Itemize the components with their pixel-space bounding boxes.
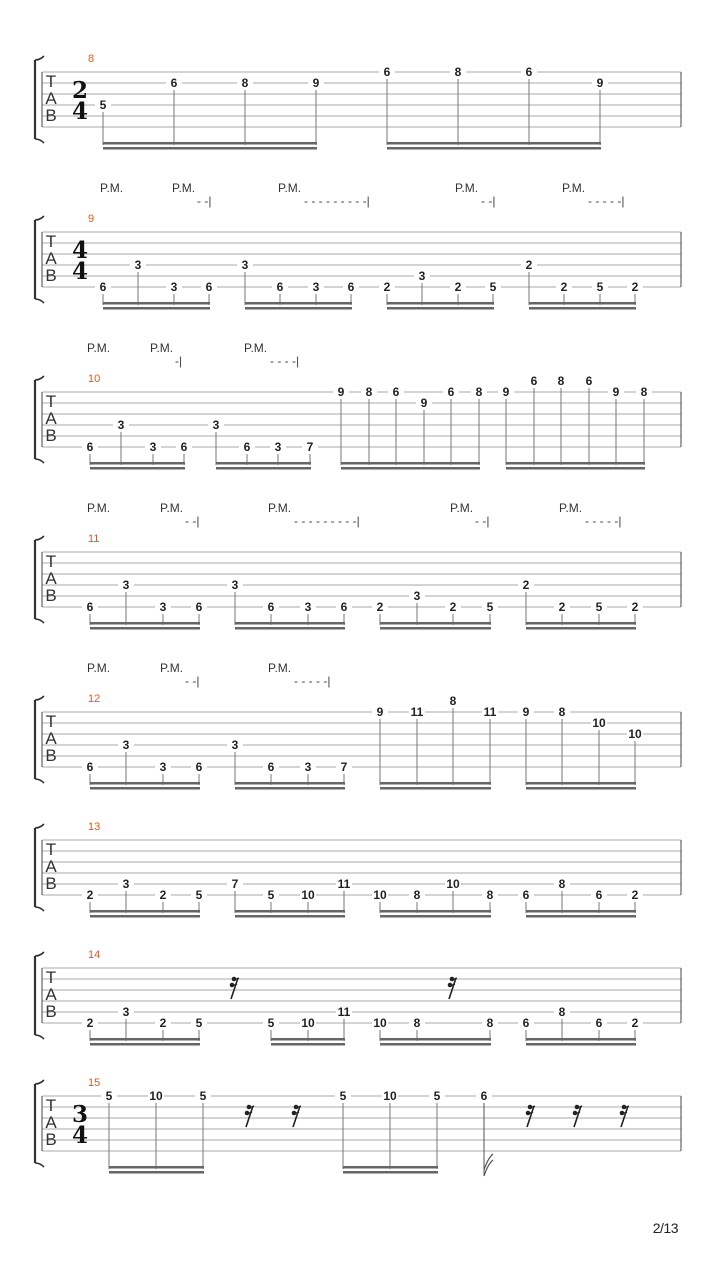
palm-mute-extension: - - - - -| [294,674,331,688]
fret-number: 5 [486,600,494,614]
fret-number: 6 [99,280,107,294]
bracket-top-hook [35,536,44,540]
fret-number: 6 [195,760,203,774]
fret-number: 5 [199,1089,207,1103]
measure-number: 9 [88,213,95,225]
beam-primary [90,462,185,465]
fret-number: 10 [383,1089,397,1103]
fret-number: 3 [312,280,320,294]
tab-clef-letter: B [45,874,57,893]
fret-number: 3 [122,578,130,592]
fret-number: 6 [86,440,94,454]
fret-number: 3 [212,418,220,432]
fret-number: 2 [159,888,167,902]
fret-number: 5 [433,1089,441,1103]
fret-number: 6 [340,600,348,614]
fret-number: 11 [410,705,424,719]
fret-number: 6 [525,65,533,79]
fret-number: 3 [413,589,421,603]
fret-number: 3 [149,440,157,454]
fret-number: 3 [231,578,239,592]
beam-secondary [526,787,636,790]
note-flag [484,1160,493,1176]
beam-secondary [380,627,491,630]
fret-number: 3 [418,269,426,283]
beam-primary [526,622,636,625]
fret-number: 6 [267,600,275,614]
bracket-top-hook [35,952,44,956]
palm-mute-label: P.M. [450,501,474,515]
fret-number: 3 [134,258,142,272]
time-signature-numerator: 2 [71,77,89,104]
beam-secondary [90,1043,200,1046]
tab-clef-letter: B [45,746,57,765]
fret-number: 3 [122,738,130,752]
fret-number: 5 [339,1089,347,1103]
palm-mute-label: P.M. [562,181,586,195]
beam-secondary [506,467,645,470]
fret-number: 6 [447,385,455,399]
palm-mute-label: P.M. [160,501,184,515]
beam-primary [103,302,210,305]
fret-number: 7 [340,760,348,774]
tab-clef-letter: B [45,586,57,605]
beam-secondary [90,915,200,918]
palm-mute-extension: - - - - -| [585,514,622,528]
bracket-bottom-hook [35,1035,44,1039]
beam-primary [380,622,491,625]
tab-clef-letter: A [45,985,57,1004]
fret-number: 6 [267,760,275,774]
fret-number: 3 [304,760,312,774]
beam-secondary [526,1043,636,1046]
tab-clef-letter: A [45,729,57,748]
bracket-top-hook [35,216,44,220]
time-signature-numerator: 3 [71,1101,89,1128]
bracket-bottom-hook [35,299,44,303]
fret-number: 6 [170,76,178,90]
fret-number: 5 [105,1089,113,1103]
palm-mute-extension: - -| [481,194,496,208]
tab-clef-letter: T [45,840,57,859]
beam-secondary [529,307,636,310]
beam-secondary [387,307,494,310]
tab-clef-letter: B [45,1130,57,1149]
measure-number: 14 [88,949,101,961]
beam-secondary [526,627,636,630]
fret-number: 8 [486,888,494,902]
beam-secondary [103,147,317,150]
bracket-bottom-hook [35,619,44,623]
fret-number: 2 [560,280,568,294]
palm-mute-label: P.M. [268,501,292,515]
palm-mute-extension: - -| [185,674,200,688]
palm-mute-extension: - - - -| [270,354,300,368]
bracket-bottom-hook [35,139,44,143]
tab-clef-letter: T [45,1096,57,1115]
fret-number: 5 [596,280,604,294]
tab-clef-letter: T [45,392,57,411]
fret-number: 6 [595,888,603,902]
beam-primary [526,782,636,785]
beam-primary [235,622,345,625]
bracket-top-hook [35,376,44,380]
beam-secondary [103,307,210,310]
palm-mute-label: P.M. [87,661,111,675]
beam-primary [90,622,200,625]
tab-clef-letter: T [45,72,57,91]
beam-primary [235,782,345,785]
beam-secondary [216,467,311,470]
palm-mute-label: P.M. [455,181,479,195]
fret-number: 6 [86,760,94,774]
fret-number: 10 [628,727,642,741]
tab-clef-letter: A [45,1113,57,1132]
beam-primary [235,910,345,913]
beam-primary [343,1166,438,1169]
fret-number: 10 [301,888,315,902]
fret-number: 5 [267,888,275,902]
beam-primary [387,302,494,305]
palm-mute-label: P.M. [244,341,268,355]
beam-primary [90,782,200,785]
palm-mute-extension: - - - - - - - - -| [304,194,370,208]
fret-number: 2 [383,280,391,294]
beam-primary [90,1038,200,1041]
tab-clef-letter: A [45,569,57,588]
beam-secondary [90,627,200,630]
fret-number: 3 [159,760,167,774]
fret-number: 6 [595,1016,603,1030]
palm-mute-extension: -| [175,354,183,368]
fret-number: 9 [522,705,530,719]
fret-number: 5 [195,888,203,902]
fret-number: 9 [337,385,345,399]
fret-number: 5 [267,1016,275,1030]
tab-clef-letter: T [45,712,57,731]
fret-number: 7 [306,440,314,454]
beam-primary [271,1038,345,1041]
bracket-bottom-hook [35,907,44,911]
palm-mute-extension: - - - - -| [588,194,625,208]
palm-mute-extension: - - - - - - - - -| [294,514,360,528]
palm-mute-label: P.M. [150,341,174,355]
fret-number: 2 [631,888,639,902]
fret-number: 2 [631,600,639,614]
time-signature-denominator: 4 [71,1122,89,1149]
fret-number: 3 [241,258,249,272]
beam-secondary [90,787,200,790]
fret-number: 8 [558,1005,566,1019]
bracket-bottom-hook [35,1163,44,1167]
fret-number: 9 [376,705,384,719]
palm-mute-extension: - -| [185,514,200,528]
beam-secondary [341,467,480,470]
fret-number: 8 [413,1016,421,1030]
fret-number: 9 [420,396,428,410]
beam-primary [380,910,491,913]
fret-number: 5 [195,1016,203,1030]
fret-number: 2 [631,280,639,294]
beam-secondary [109,1171,204,1174]
measure-number: 12 [88,693,101,705]
bracket-top-hook [35,824,44,828]
palm-mute-label: P.M. [172,181,196,195]
fret-number: 9 [502,385,510,399]
time-signature-denominator: 4 [71,258,89,285]
fret-number: 3 [274,440,282,454]
tab-clef-letter: B [45,1002,57,1021]
beam-primary [109,1166,204,1169]
measure-number: 10 [88,373,101,385]
fret-number: 8 [454,65,462,79]
fret-number: 11 [337,1005,351,1019]
beam-primary [216,462,311,465]
fret-number: 8 [365,385,373,399]
fret-number: 6 [522,888,530,902]
tab-clef-letter: T [45,552,57,571]
fret-number: 2 [86,1016,94,1030]
measure-number: 8 [88,53,95,65]
fret-number: 2 [631,1016,639,1030]
fret-number: 6 [530,374,538,388]
tab-clef-letter: B [45,426,57,445]
fret-number: 6 [347,280,355,294]
beam-primary [387,142,601,145]
bracket-top-hook [35,56,44,60]
fret-number: 9 [312,76,320,90]
fret-number: 2 [522,578,530,592]
beam-secondary [380,787,491,790]
tab-clef-letter: A [45,249,57,268]
fret-number: 9 [596,76,604,90]
bracket-bottom-hook [35,779,44,783]
fret-number: 7 [231,877,239,891]
measure-number: 11 [88,533,100,545]
fret-number: 10 [149,1089,163,1103]
tab-clef-letter: T [45,968,57,987]
fret-number: 5 [489,280,497,294]
fret-number: 2 [159,1016,167,1030]
fret-number: 10 [592,716,606,730]
fret-number: 6 [480,1089,488,1103]
fret-number: 6 [522,1016,530,1030]
beam-primary [341,462,480,465]
tab-clef-letter: B [45,106,57,125]
beam-primary [526,910,636,913]
fret-number: 10 [301,1016,315,1030]
fret-number: 8 [557,374,565,388]
fret-number: 6 [383,65,391,79]
beam-secondary [235,787,345,790]
fret-number: 8 [241,76,249,90]
palm-mute-label: P.M. [559,501,583,515]
measure-number: 13 [88,821,101,833]
tab-clef-letter: A [45,857,57,876]
fret-number: 3 [122,1005,130,1019]
palm-mute-label: P.M. [100,181,124,195]
measure-number: 15 [88,1077,101,1089]
beam-secondary [245,307,352,310]
tab-clef-letter: A [45,89,57,108]
fret-number: 10 [373,888,387,902]
fret-number: 8 [558,705,566,719]
beam-secondary [90,467,185,470]
beam-secondary [526,915,636,918]
page-number: 2/13 [652,1220,678,1236]
beam-primary [380,782,491,785]
fret-number: 5 [99,98,107,112]
fret-number: 8 [475,385,483,399]
beam-primary [103,142,317,145]
fret-number: 2 [454,280,462,294]
bracket-bottom-hook [35,459,44,463]
bracket-top-hook [35,696,44,700]
time-signature-numerator: 4 [71,237,89,264]
beam-primary [529,302,636,305]
fret-number: 2 [376,600,384,614]
palm-mute-label: P.M. [87,341,111,355]
fret-number: 3 [122,877,130,891]
palm-mute-extension: - -| [475,514,490,528]
fret-number: 6 [276,280,284,294]
beam-secondary [380,1043,491,1046]
fret-number: 8 [640,385,648,399]
beam-secondary [387,147,601,150]
beam-primary [90,910,200,913]
fret-number: 8 [486,1016,494,1030]
beam-primary [506,462,645,465]
fret-number: 9 [612,385,620,399]
palm-mute-label: P.M. [160,661,184,675]
beam-primary [526,1038,636,1041]
fret-number: 11 [337,877,351,891]
time-signature-denominator: 4 [71,98,89,125]
beam-primary [380,1038,491,1041]
beam-primary [245,302,352,305]
fret-number: 5 [595,600,603,614]
fret-number: 6 [86,600,94,614]
fret-number: 6 [243,440,251,454]
fret-number: 6 [585,374,593,388]
fret-number: 10 [446,877,460,891]
bracket-top-hook [35,1080,44,1084]
fret-number: 3 [231,738,239,752]
fret-number: 8 [413,888,421,902]
fret-number: 2 [558,600,566,614]
fret-number: 2 [525,258,533,272]
fret-number: 8 [558,877,566,891]
fret-number: 10 [373,1016,387,1030]
beam-secondary [235,915,345,918]
fret-number: 3 [159,600,167,614]
tab-clef-letter: B [45,266,57,285]
tab-clef-letter: A [45,409,57,428]
fret-number: 3 [170,280,178,294]
palm-mute-label: P.M. [268,661,292,675]
fret-number: 11 [483,705,497,719]
fret-number: 3 [117,418,125,432]
tab-clef-letter: T [45,232,57,251]
fret-number: 2 [449,600,457,614]
beam-secondary [271,1043,345,1046]
fret-number: 8 [449,694,457,708]
fret-number: 6 [205,280,213,294]
fret-number: 6 [392,385,400,399]
fret-number: 2 [86,888,94,902]
fret-number: 6 [195,600,203,614]
beam-secondary [235,627,345,630]
beam-secondary [343,1171,438,1174]
fret-number: 3 [304,600,312,614]
palm-mute-extension: - -| [197,194,212,208]
palm-mute-label: P.M. [278,181,302,195]
palm-mute-label: P.M. [87,501,111,515]
beam-secondary [380,915,491,918]
fret-number: 6 [180,440,188,454]
